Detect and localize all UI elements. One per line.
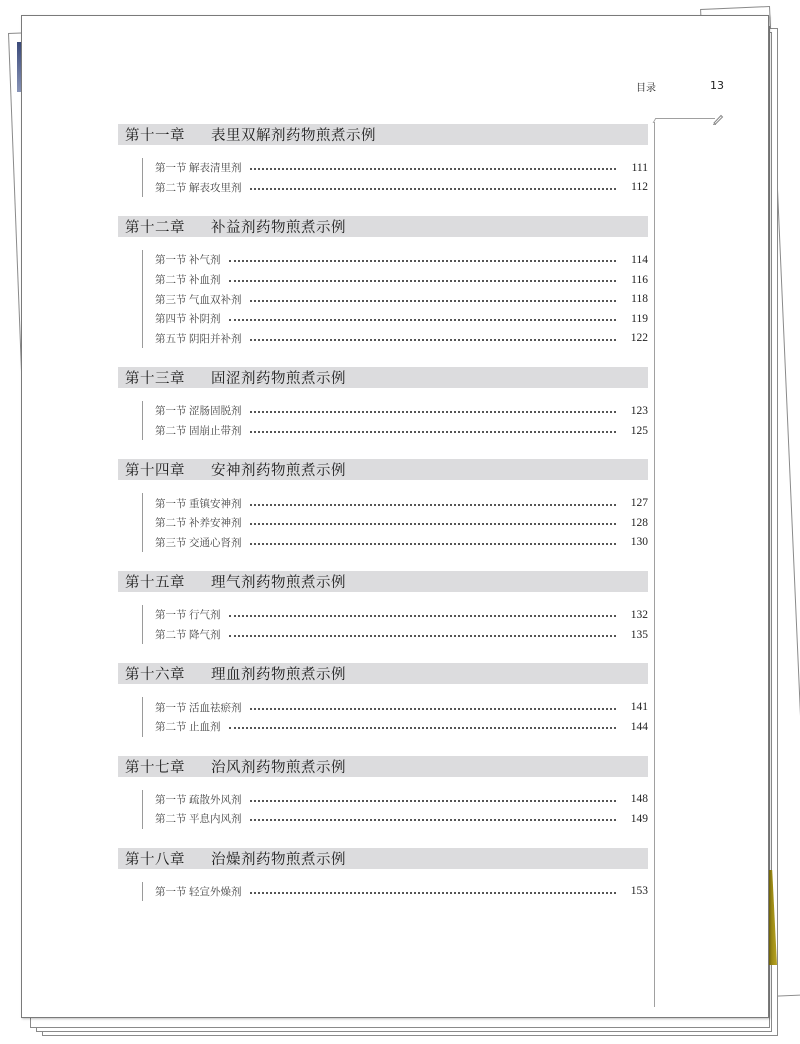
section-title: 行气剂 [189,609,221,622]
section-title: 补养安神剂 [189,517,242,530]
section-title: 轻宣外燥剂 [189,885,242,898]
chapter-title: 理血剂药物煎煮示例 [211,667,346,684]
section-title: 交通心肾剂 [189,536,242,549]
section-number: 第二节 [155,425,187,438]
dot-leader [250,523,617,525]
toc-entry[interactable] [155,790,648,810]
toc-entry[interactable] [155,513,648,533]
dot-leader [250,800,617,802]
section-number: 第一节 [155,497,187,510]
chapter-heading[interactable] [118,663,648,684]
section-title: 补气剂 [189,254,221,267]
chapter-title: 理气剂药物煎煮示例 [211,575,346,592]
chapter-number: 第十四章 [125,463,185,480]
section-title: 解表攻里剂 [189,181,242,194]
dot-leader [250,892,617,894]
toc-entry[interactable] [155,289,648,309]
dot-leader [250,543,617,545]
section-page-number: 128 [630,516,648,529]
chapter-title: 补益剂药物煎煮示例 [211,220,346,237]
toc-entry[interactable] [155,309,648,329]
section-page-number: 141 [630,701,648,714]
section-title: 阴阳并补剂 [189,332,242,345]
section-number: 第五节 [155,332,187,345]
section-number: 第二节 [155,274,187,287]
section-list [142,250,648,348]
chapter-title: 表里双解剂药物煎煮示例 [211,128,376,144]
toc-chapter [118,124,648,197]
toc-chapter [118,216,648,348]
section-number: 第二节 [155,629,187,642]
header-section-label: 目录 [636,83,656,94]
toc-chapter [118,459,648,552]
section-number: 第一节 [155,793,187,806]
section-page-number: 130 [630,536,648,549]
section-number: 第一节 [155,701,187,714]
toc-entry[interactable] [155,625,648,645]
section-page-number: 153 [630,885,648,898]
chapter-number: 第十六章 [125,667,185,684]
chapter-heading[interactable] [118,848,648,869]
section-page-number: 111 [631,161,648,174]
section-list [142,605,648,644]
chapter-number: 第十二章 [125,220,185,237]
toc-chapter [118,367,648,440]
toc-entry[interactable] [155,329,648,349]
toc-entry[interactable] [155,178,648,198]
section-list [142,790,648,829]
section-title: 重镇安神剂 [189,497,242,510]
chapter-title: 安神剂药物煎煮示例 [211,463,346,480]
section-page-number: 148 [630,793,648,806]
section-list [142,882,648,902]
section-title: 涩肠固脱剂 [189,405,242,418]
chapter-heading[interactable] [118,756,648,777]
section-page-number: 114 [631,253,648,266]
section-title: 补阴剂 [189,313,221,326]
toc-entry[interactable] [155,158,648,178]
section-list [142,697,648,736]
section-number: 第一节 [155,609,187,622]
toc-chapter [118,571,648,644]
dot-leader [250,708,617,710]
chapter-heading[interactable] [118,216,648,237]
dot-leader [250,300,617,302]
section-title: 解表清里剂 [189,162,242,175]
toc-entry[interactable] [155,493,648,513]
dot-leader [250,819,617,821]
dot-leader [250,431,617,433]
toc-entry[interactable] [155,882,648,902]
dot-leader [229,727,617,729]
dot-leader [229,635,617,637]
section-page-number: 144 [630,720,648,733]
toc-entry[interactable] [155,421,648,441]
chapter-number: 第十一章 [125,128,185,144]
chapter-number: 第十五章 [125,575,185,592]
dot-leader [229,280,617,282]
margin-rule [654,122,655,1007]
section-number: 第四节 [155,313,187,326]
section-page-number: 149 [630,812,648,825]
section-title: 活血祛瘀剂 [189,701,242,714]
section-number: 第二节 [155,813,187,826]
toc-chapter [118,848,648,902]
section-page-number: 119 [631,312,648,325]
section-list [142,158,648,197]
dot-leader [229,319,617,321]
toc-chapter [118,756,648,829]
section-page-number: 122 [630,332,648,345]
section-number: 第一节 [155,162,187,175]
chapter-number: 第十三章 [125,371,185,388]
section-list [142,493,648,552]
chapter-number: 第十七章 [125,759,185,776]
toc-entry[interactable] [155,401,648,421]
dot-leader [250,411,617,413]
section-title: 固崩止带剂 [189,425,242,438]
toc-chapter [118,663,648,736]
header-page-number: 13 [710,79,724,92]
section-page-number: 132 [630,608,648,621]
section-title: 止血剂 [189,721,221,734]
section-number: 第一节 [155,885,187,898]
section-page-number: 123 [630,404,648,417]
section-page-number: 116 [631,273,648,286]
section-title: 平息内风剂 [189,813,242,826]
chapter-heading[interactable] [118,571,648,592]
section-number: 第二节 [155,181,187,194]
toc-entry[interactable] [155,717,648,737]
dot-leader [229,615,617,617]
margin-rule-top [657,118,715,119]
dot-leader [250,504,617,506]
section-number: 第二节 [155,517,187,530]
toc-entry[interactable] [155,809,648,829]
pen-icon [712,113,724,125]
toc-entry[interactable] [155,697,648,717]
chapter-number: 第十八章 [125,851,185,868]
dot-leader [250,339,617,341]
toc-entry[interactable] [155,605,648,625]
section-title: 补血剂 [189,274,221,287]
table-of-contents [118,124,648,920]
chapter-heading[interactable] [118,459,648,480]
chapter-heading[interactable] [118,124,648,145]
section-title: 降气剂 [189,629,221,642]
chapter-title: 治风剂药物煎煮示例 [211,759,346,776]
chapter-heading[interactable] [118,367,648,388]
toc-entry[interactable] [155,250,648,270]
dot-leader [229,260,617,262]
section-number: 第三节 [155,536,187,549]
section-page-number: 127 [630,497,648,510]
toc-entry[interactable] [155,270,648,290]
section-number: 第二节 [155,721,187,734]
chapter-title: 治燥剂药物煎煮示例 [211,851,346,868]
toc-page [21,15,769,1018]
toc-entry[interactable] [155,533,648,553]
section-title: 疏散外风剂 [189,793,242,806]
section-number: 第三节 [155,293,187,306]
section-page-number: 112 [631,181,648,194]
section-page-number: 125 [630,424,648,437]
section-title: 气血双补剂 [189,293,242,306]
chapter-title: 固涩剂药物煎煮示例 [211,371,346,388]
dot-leader [250,168,617,170]
section-page-number: 118 [631,293,648,306]
section-number: 第一节 [155,405,187,418]
dot-leader [250,188,617,190]
section-number: 第一节 [155,254,187,267]
section-page-number: 135 [630,628,648,641]
section-list [142,401,648,440]
